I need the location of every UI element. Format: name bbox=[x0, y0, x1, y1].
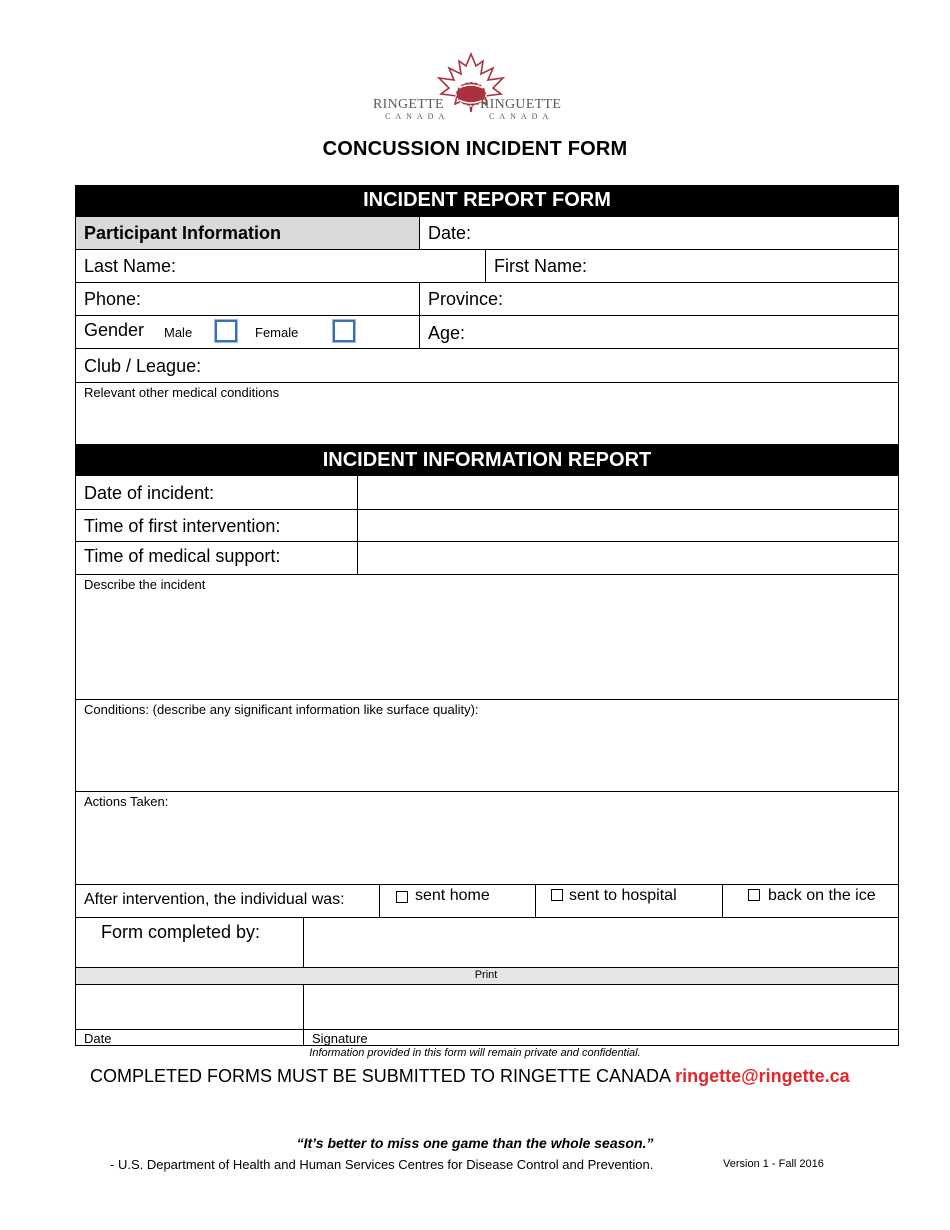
back-on-ice-checkbox[interactable] bbox=[748, 889, 760, 901]
describe-incident-field[interactable] bbox=[77, 594, 897, 698]
signature-label: Signature bbox=[312, 1031, 368, 1046]
last-name-label: Last Name: bbox=[84, 256, 177, 276]
date-field[interactable] bbox=[478, 218, 896, 248]
age-field[interactable] bbox=[475, 317, 896, 347]
ringette-canada-logo bbox=[371, 52, 581, 124]
actions-taken-label: Actions Taken: bbox=[84, 794, 169, 809]
club-league-label: Club / League: bbox=[84, 356, 202, 376]
sent-home-label: sent home bbox=[415, 887, 490, 904]
incident-report-header: INCIDENT REPORT FORM bbox=[75, 185, 899, 217]
signature-field[interactable] bbox=[305, 986, 897, 1028]
logo-wordmark-left: RINGETTE bbox=[373, 97, 444, 112]
form-version: Version 1 - Fall 2016 bbox=[723, 1158, 824, 1170]
conditions-label: Conditions: (describe any significant information like surface quality): bbox=[84, 702, 479, 717]
time-medical-support-field[interactable] bbox=[359, 543, 897, 573]
completion-date-label: Date bbox=[84, 1031, 112, 1046]
first-name-field[interactable] bbox=[600, 251, 896, 282]
describe-incident-label: Describe the incident bbox=[84, 577, 206, 592]
club-league-field[interactable] bbox=[216, 350, 896, 381]
time-first-intervention-label: Time of first intervention: bbox=[84, 516, 281, 536]
province-field[interactable] bbox=[515, 284, 896, 314]
last-name-field[interactable] bbox=[186, 251, 482, 282]
quote-source: - U.S. Department of Health and Human Services Centres for Disease Control and Prevention. bbox=[110, 1157, 654, 1172]
safety-quote: “It’s better to miss one game than the whole season.” bbox=[296, 1135, 654, 1151]
submission-text: COMPLETED FORMS MUST BE SUBMITTED TO RINGETTE CANADA bbox=[90, 1066, 671, 1086]
time-medical-support-label: Time of medical support: bbox=[84, 546, 281, 566]
gender-label: Gender bbox=[84, 320, 145, 340]
completion-date-field[interactable] bbox=[77, 986, 301, 1028]
participant-info-heading: Participant Information bbox=[84, 223, 282, 243]
privacy-note: Information provided in this form will remain private and confidential. bbox=[309, 1047, 641, 1059]
sent-to-hospital-label: sent to hospital bbox=[569, 887, 677, 904]
logo-wordmark-left-sub: CANADA bbox=[385, 112, 450, 121]
logo-wordmark-right: RINGUETTE bbox=[480, 97, 562, 112]
first-name-label: First Name: bbox=[494, 256, 588, 276]
medical-conditions-field[interactable] bbox=[77, 402, 897, 443]
medical-conditions-label: Relevant other medical conditions bbox=[84, 385, 280, 400]
male-checkbox[interactable] bbox=[215, 320, 237, 342]
submission-email-link[interactable]: ringette@ringette.ca bbox=[675, 1066, 850, 1086]
submission-instructions bbox=[90, 1066, 850, 1087]
female-label: Female bbox=[255, 325, 299, 340]
print-label: Print bbox=[474, 969, 498, 981]
male-label: Male bbox=[164, 325, 193, 340]
actions-taken-field[interactable] bbox=[77, 811, 897, 883]
time-first-intervention-field[interactable] bbox=[359, 511, 897, 540]
age-label: Age: bbox=[428, 323, 466, 343]
completed-by-name-field[interactable] bbox=[305, 919, 897, 966]
date-of-incident-field[interactable] bbox=[359, 478, 897, 508]
back-on-ice-label: back on the ice bbox=[768, 887, 876, 904]
province-label: Province: bbox=[428, 289, 504, 309]
after-intervention-label: After intervention, the individual was: bbox=[84, 891, 345, 908]
conditions-field[interactable] bbox=[77, 719, 897, 790]
page-title: CONCUSSION INCIDENT FORM bbox=[322, 138, 628, 160]
phone-label: Phone: bbox=[84, 289, 142, 309]
incident-info-header: INCIDENT INFORMATION REPORT bbox=[75, 444, 899, 476]
form-completed-by-label: Form completed by: bbox=[101, 922, 261, 942]
female-checkbox[interactable] bbox=[333, 320, 355, 342]
phone-field[interactable] bbox=[150, 284, 416, 314]
logo-wordmark-right-sub: CANADA bbox=[489, 112, 554, 121]
sent-home-checkbox[interactable] bbox=[396, 891, 408, 903]
sent-to-hospital-checkbox[interactable] bbox=[551, 889, 563, 901]
date-label: Date: bbox=[428, 223, 472, 243]
date-of-incident-label: Date of incident: bbox=[84, 483, 215, 503]
